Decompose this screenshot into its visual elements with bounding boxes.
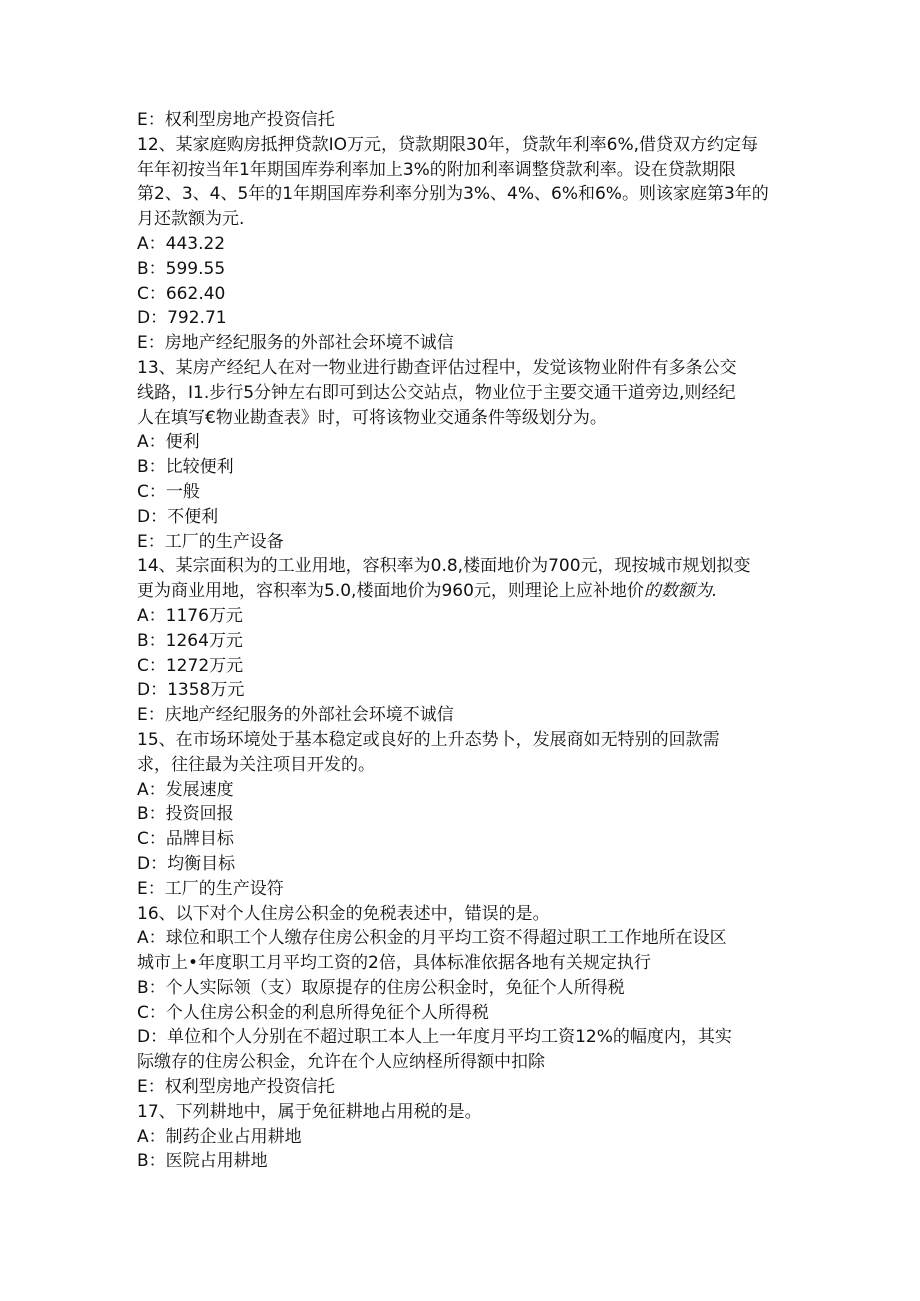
option-d-q13: D：不便利 bbox=[137, 506, 219, 527]
question-15-line-2: 求，往往最为关注项目开发的。 bbox=[137, 754, 375, 775]
question-12-line-2: 年年初按当年1年期国库券利率加上3%的附加利率调整贷款利率。设在贷款期限 bbox=[137, 159, 736, 180]
option-a-q16-line-2: 城市上•年度职工月平均工资的2倍，具体标准依据各地有关规定执行 bbox=[137, 953, 651, 974]
document-page bbox=[137, 108, 787, 1174]
option-a-q15: A：发展速度 bbox=[137, 779, 234, 800]
option-d-q16-line-2: 际缴存的住房公积金，允许在个人应纳柽所得额中扣除 bbox=[137, 1052, 545, 1073]
option-a-q17: A：制药企业占用耕地 bbox=[137, 1126, 302, 1147]
question-16: 16、以下对个人住房公积金的免税表述中，错误的是。 bbox=[137, 903, 550, 924]
question-13-line-3: 人在填写€物业勘查表》时，可将该物业交通条件等级划分为。 bbox=[137, 407, 607, 428]
option-b-q17: B：医院占用耕地 bbox=[137, 1151, 268, 1172]
option-e-q15: E：工厂的生产设符 bbox=[137, 878, 284, 899]
question-17: 17、下列耕地中，属于免征耕地占用税的是。 bbox=[137, 1101, 482, 1122]
option-b-q16: B：个人实际领（支）取原提存的住房公积金时，免征个人所得税 bbox=[137, 977, 625, 998]
option-c-q12: C：662.40 bbox=[137, 283, 226, 304]
option-e-q11: E：权利型房地产投资信托 bbox=[137, 110, 335, 130]
option-a-q12: A：443.22 bbox=[137, 233, 226, 254]
question-14-line-2 bbox=[137, 579, 787, 604]
option-b-q14: B：1264万元 bbox=[137, 630, 243, 651]
option-d-q12: D：792.71 bbox=[137, 308, 227, 329]
option-d-q15: D：均衡目标 bbox=[137, 853, 236, 874]
question-12-line-3: 第2、3、4、5年的1年期国库券利率分别为3%、4%、6%和6%。则该家庭第3年的 bbox=[137, 184, 769, 205]
option-d-q14: D：1358万元 bbox=[137, 680, 245, 701]
option-c-q15: C：品牌目标 bbox=[137, 829, 234, 850]
question-15-line-1: 15、在市场环境处于基本稳定或良好的上升态势卜，发展商如无特别的回款需 bbox=[137, 729, 720, 750]
question-14-italic-tail: 的数额为. bbox=[643, 581, 718, 602]
option-e-q12: E：房地产经纪服务的外部社会环境不诚信 bbox=[137, 333, 454, 354]
option-e-q16: E：权利型房地产投资信托 bbox=[137, 1077, 335, 1098]
question-13-line-2: 线路，I1.步行5分钟左右即可到达公交站点，物业位于主要交通干道旁边,则经纪 bbox=[137, 382, 736, 403]
option-c-q13: C：一般 bbox=[137, 481, 200, 502]
question-14-line-1: 14、某宗面积为的工业用地，容积率为0.8,楼面地价为700元，现按城市规划拟变 bbox=[137, 556, 751, 577]
option-d-q16-line-1: D：单位和个人分别在不超过职工本人上一年度月平均工资12%的幅度内，其实 bbox=[137, 1027, 732, 1048]
option-b-q15: B：投资回报 bbox=[137, 804, 234, 825]
option-a-q13: A：便利 bbox=[137, 432, 200, 453]
option-e-q13: E：工厂的生产设备 bbox=[137, 531, 284, 552]
option-e-q14: E：庆地产经纪服务的外部社会环境不诚信 bbox=[137, 705, 454, 726]
question-13-line-1: 13、某房产经纪人在对一物业进行勘查评估过程中，发觉该物业附件有多条公交 bbox=[137, 357, 737, 378]
option-c-q16: C：个人住房公积金的利息所得免征个人所得税 bbox=[137, 1002, 489, 1023]
option-b-q13: B：比较便利 bbox=[137, 457, 234, 478]
question-12-line-4: 月还款额为元. bbox=[137, 209, 245, 230]
option-c-q14: C：1272万元 bbox=[137, 655, 244, 676]
option-b-q12: B：599.55 bbox=[137, 258, 226, 279]
question-14-line-2-text: 更为商业用地，容积率为5.0,楼面地价为960元，则理论上应补地价 bbox=[137, 581, 644, 602]
question-12-line-1: 12、某家庭购房抵押贷款IO万元，贷款期限30年，贷款年利率6%,借贷双方约定每 bbox=[137, 134, 759, 155]
option-a-q14: A：1176万元 bbox=[137, 605, 243, 626]
option-a-q16-line-1: A：球位和职工个人缴存住房公积金的月平均工资不得超过职工工作地所在设区 bbox=[137, 928, 727, 949]
